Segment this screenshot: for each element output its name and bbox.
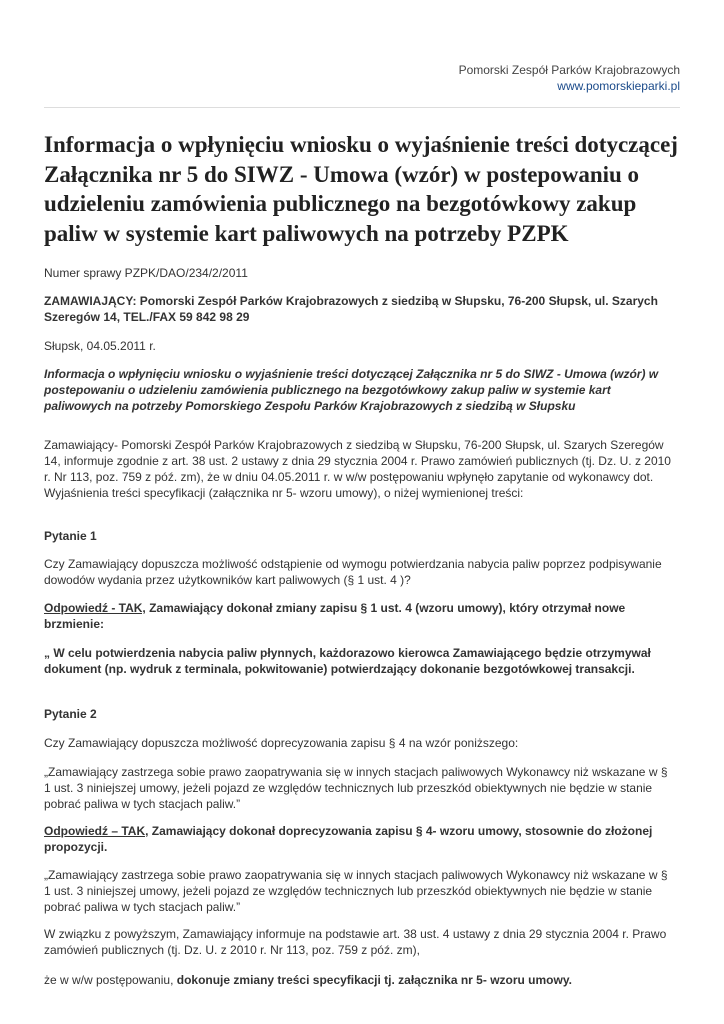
page-header bbox=[459, 62, 680, 94]
document-title: Informacja o wpłynięciu wniosku o wyjaśnienie treści dotyczącej Załącznika nr 5 do SIWZ - Umowa (wzór) w postepowaniu o udzieleniu zamówienia publicznego na bezgotówkowy zakup paliw w systemie kart paliwowych na potrzeby PZPK bbox=[44, 132, 678, 246]
header-divider bbox=[44, 107, 680, 108]
question-1-text: Czy Zamawiający dopuszcza możliwość odstąpienie od wymogu potwierdzania nabycia paliw poprzez podpisywanie dowodów wydania przez użytkowników kart paliwowych (§ 1 ust. 4 )? bbox=[44, 557, 662, 587]
answer-1-text: Zamawiający dokonał zmiany zapisu § 1 ust. 4 (wzoru umowy), który otrzymał nowe brzmienie: bbox=[44, 601, 626, 631]
answer-1-lead: Odpowiedź - TAK, bbox=[44, 601, 146, 615]
subject-paragraph: Informacja o wpłynięciu wniosku o wyjaśnienie treści dotyczącej Załącznika nr 5 do SIWZ - Umowa (wzór) w postepowaniu o udzieleniu zamówienia publicznego na bezgotówkowy zakup paliw w systemie kart paliwowych na potrzeby Pomorskiego Zespołu Parków Krajobrazowych z siedzibą w Słupsku bbox=[44, 367, 659, 413]
intro-paragraph: Zamawiający- Pomorski Zespół Parków Krajobrazowych z siedzibą w Słupsku, 76-200 Słupsk, ul. Szarych Szeregów 14, informuje zgodnie z art. 38 ust. 2 ustawy z dnia 29 stycznia 2004 r. Prawo zamówień publicznych (tj. Dz. U. z 2010 r. Nr 113, poz. 759 z póź. zm), że w dniu 04.05.2011 r. w w/w postępowaniu wpłynęło zapytanie od wykonawcy dot. Wyjaśnienia treści specyfikacji (załącznika nr 5- wzoru umowy), o niżej wymienionej treści: bbox=[44, 438, 671, 500]
question-2-heading: Pytanie 2 bbox=[44, 707, 97, 721]
final-statement-plain: że w w/w postępowaniu, bbox=[44, 973, 177, 987]
website-link[interactable]: www.pomorskieparki.pl bbox=[557, 79, 680, 93]
place-date: Słupsk, 04.05.2011 r. bbox=[44, 339, 156, 353]
question-2-text: Czy Zamawiający dopuszcza możliwość doprecyzowania zapisu § 4 na wzór poniższego: bbox=[44, 736, 519, 750]
answer-2 bbox=[44, 823, 674, 855]
answer-1 bbox=[44, 600, 674, 632]
case-number: Numer sprawy PZPK/DAO/234/2/2011 bbox=[44, 266, 248, 280]
final-statement bbox=[44, 972, 674, 988]
answer-2-lead: Odpowiedź – TAK, bbox=[44, 824, 149, 838]
answer-1-new-wording: „ W celu potwierdzenia nabycia paliw płynnych, każdorazowo kierowca Zamawiającego będzie otrzymywał dokument (np. wydruk z terminala, pokwitowanie) potwierdzający dokonanie bezgotówkowej transakcji. bbox=[44, 646, 651, 676]
final-statement-bold: dokonuje zmiany treści specyfikacji tj. załącznika nr 5- wzoru umowy. bbox=[176, 973, 572, 987]
answer-2-text: Zamawiający dokonał doprecyzowania zapisu § 4- wzoru umowy, stosownie do złożonej propozycji. bbox=[44, 824, 653, 854]
answer-2-adopted-wording: „Zamawiający zastrzega sobie prawo zaopatrywania się w innych stacjach paliwowych Wykonawcy niż wskazane w § 1 ust. 3 niniejszej umowy, jeżeli pojazd ze względów technicznych lub przeszkód obiektywnych nie będzie w stanie pobrać paliwa w tych stacjach paliw.” bbox=[44, 868, 668, 914]
question-1-heading: Pytanie 1 bbox=[44, 529, 97, 543]
organization-name: Pomorski Zespół Parków Krajobrazowych bbox=[458, 63, 680, 77]
closing-paragraph: W związku z powyższym, Zamawiający informuje na podstawie art. 38 ust. 4 ustawy z dnia 29 stycznia 2004 r. Prawo zamówień publicznych (tj. Dz. U. z 2010 r. Nr 113, poz. 759 z póź. zm), bbox=[44, 927, 667, 957]
question-2-proposal: „Zamawiający zastrzega sobie prawo zaopatrywania się w innych stacjach paliwowych Wykonawcy niż wskazane w § 1 ust. 3 niniejszej umowy, jeżeli pojazd ze względów technicznych lub przeszkód obiektywnych nie będzie w stanie pobrać paliwa w tych stacjach paliw.” bbox=[44, 765, 668, 811]
contracting-authority: ZAMAWIAJĄCY: Pomorski Zespół Parków Krajobrazowych z siedzibą w Słupsku, 76-200 Słupsk, ul. Szarych Szeregów 14, TEL./FAX 59 842 98 29 bbox=[44, 294, 658, 324]
